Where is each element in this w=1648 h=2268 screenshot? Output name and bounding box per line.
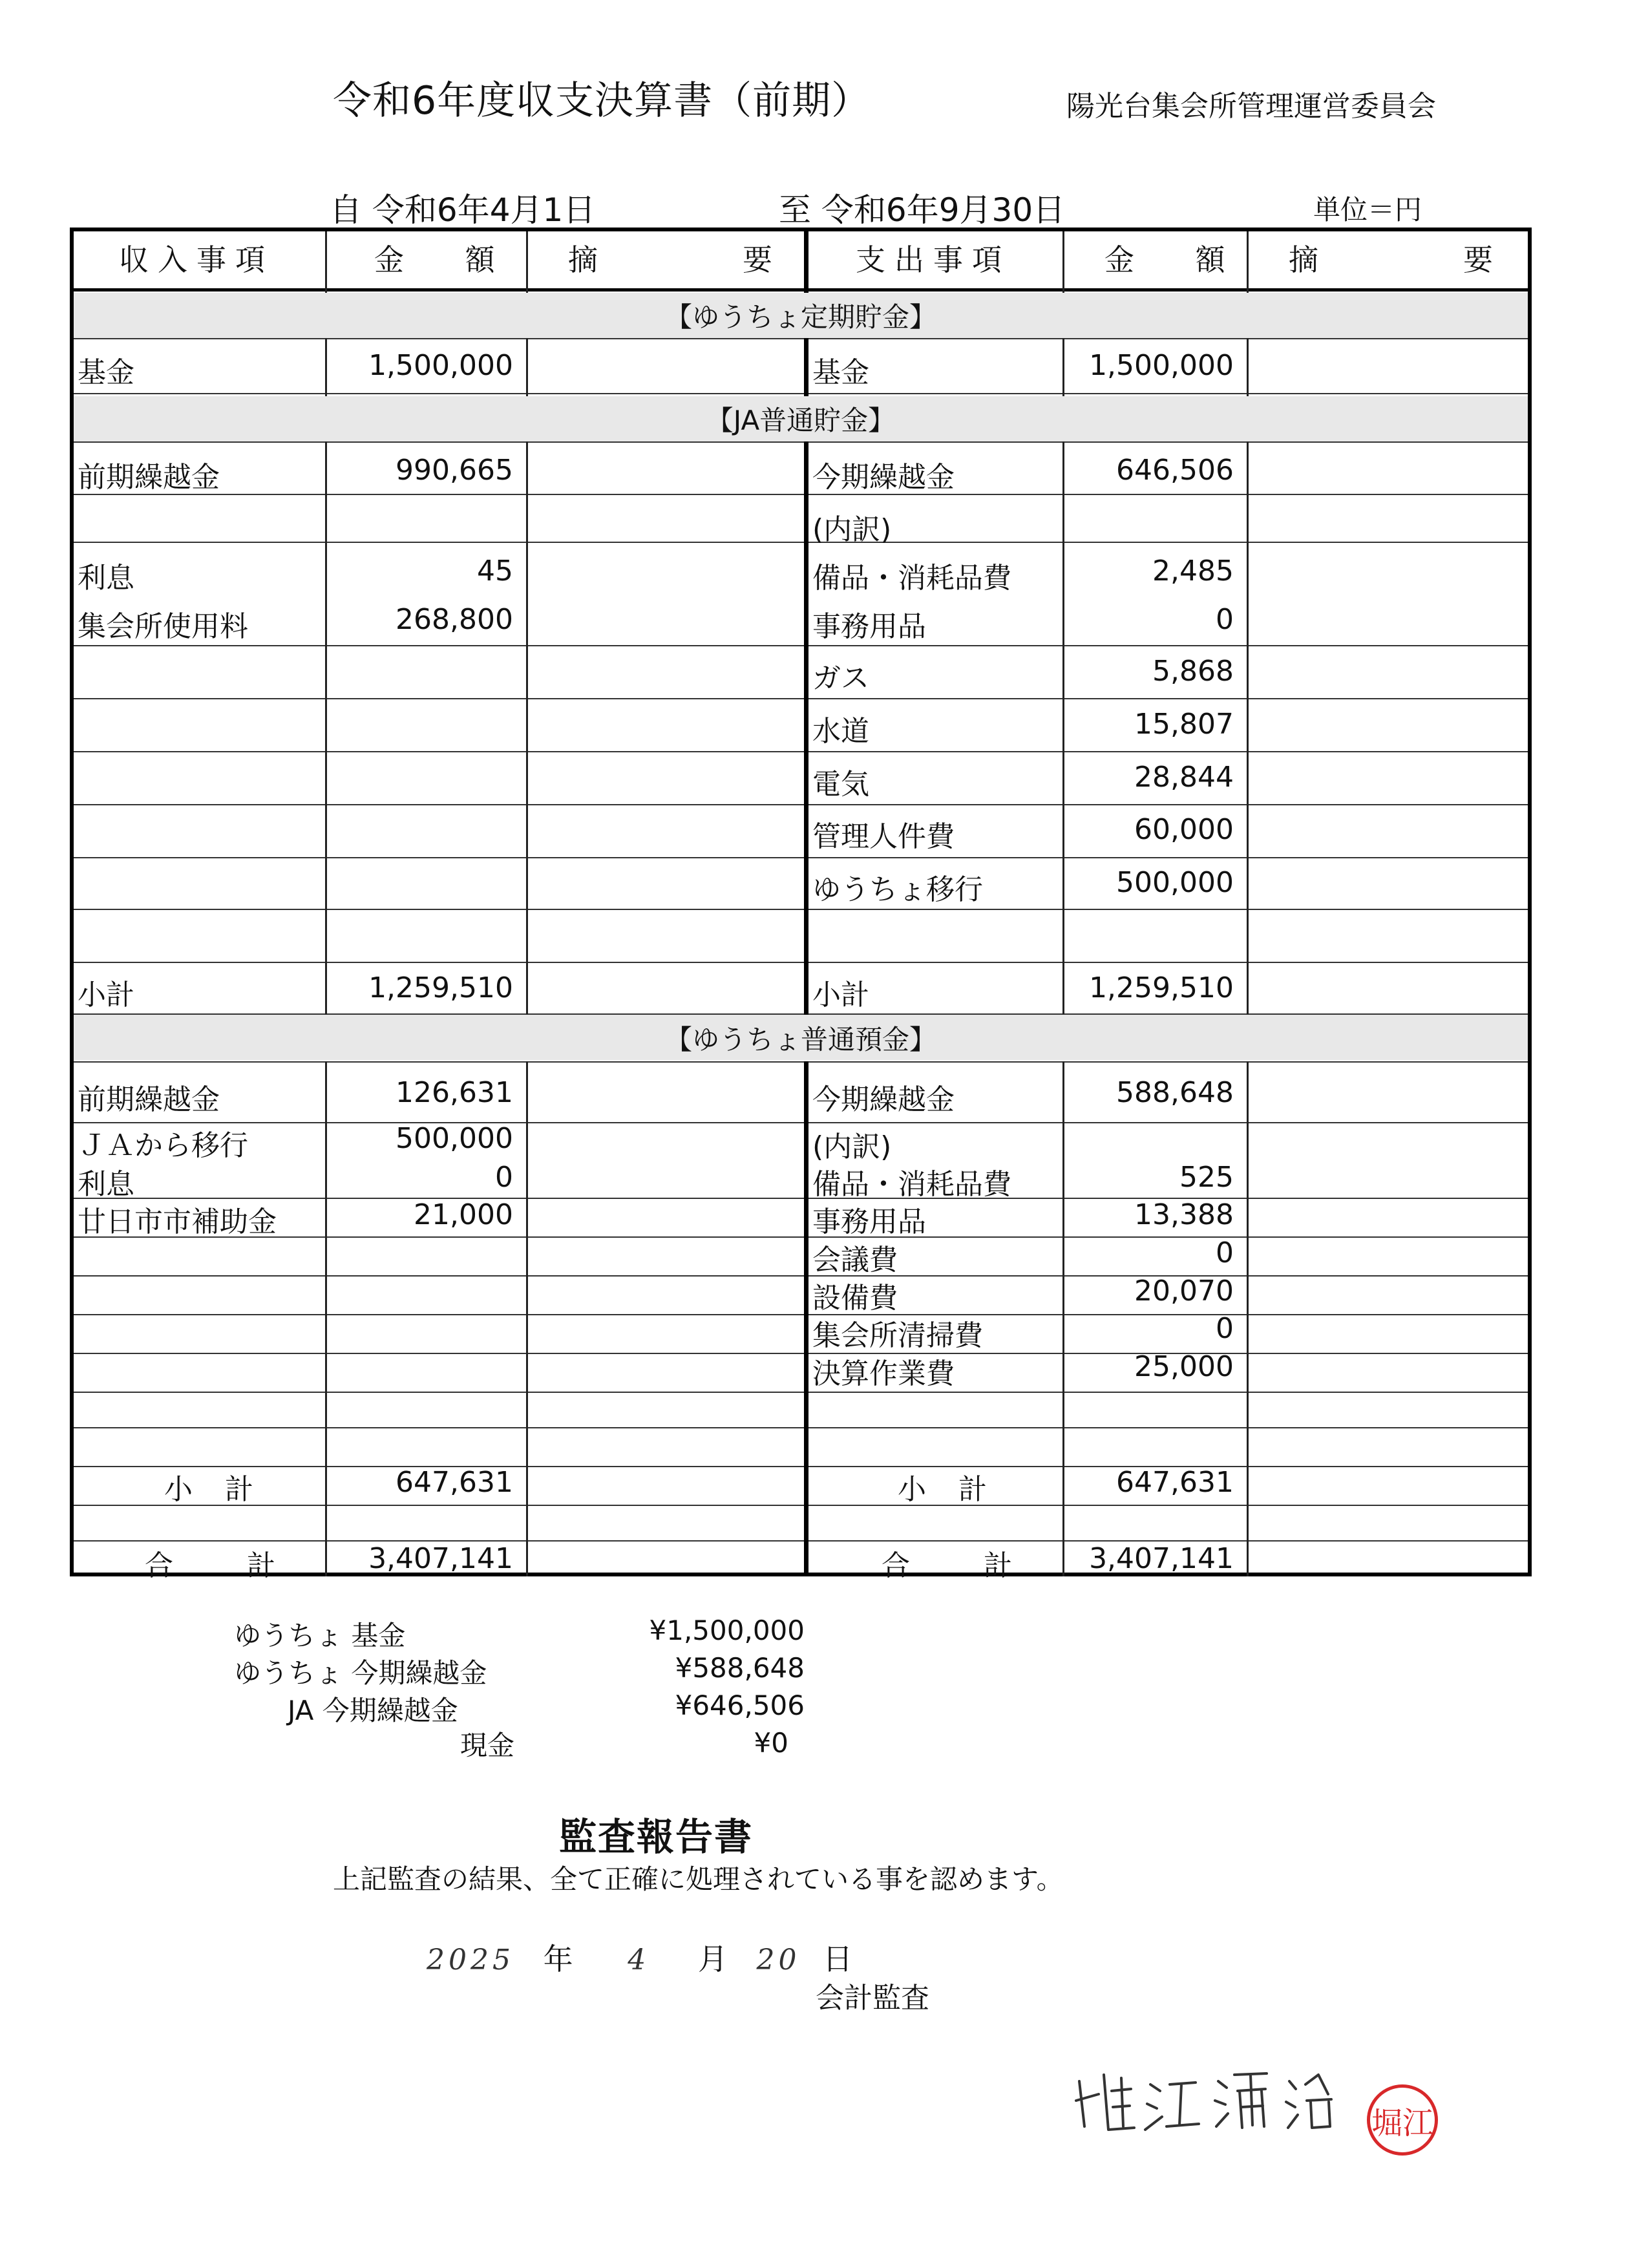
summary-label: JA 今期繰越金 [288,1695,458,1726]
expense-label: 今期繰越金 [812,461,955,494]
header-income-note: 摘 [568,242,607,277]
audit-day-handwritten: 20 [756,1944,801,1977]
row-rule [74,804,1528,805]
expense-amount: 646,506 [1116,454,1234,487]
expense-label: 設備費 [812,1282,898,1315]
expense-amount: 25,000 [1134,1350,1234,1383]
col-rule [1062,1061,1064,1576]
expense-label: 水道 [812,715,869,748]
col-rule [1062,338,1064,396]
income-amount: 45 [477,555,513,588]
row-rule [74,1013,1528,1015]
col-rule [526,338,528,396]
center-divider [804,231,808,293]
audit-report-title: 監査報告書 [559,1815,754,1859]
expense-subtotal: 1,259,510 [1089,971,1234,1004]
row-rule [74,1236,1528,1238]
summary-label: 現金 [460,1730,515,1761]
income-amount: 126,631 [396,1076,513,1109]
expense-total: 3,407,141 [1089,1542,1234,1575]
expense-label: 電気 [812,768,869,801]
expense-amount: 0 [1216,1236,1234,1269]
header-expense-note-2: 要 [1463,242,1502,277]
section-label-yucho: 【ゆうちょ普通預金】 [664,1024,936,1055]
expense-amount: 525 [1179,1161,1234,1194]
audit-date [427,1936,852,1978]
center-divider [804,338,808,396]
income-total: 3,407,141 [368,1542,513,1575]
header-expense-item: 支出事項 [856,242,1011,277]
income-label: 前期繰越金 [78,1083,220,1116]
row-rule [74,962,1528,963]
expense-amount: 1,500,000 [1089,349,1234,382]
expense-amount: 5,868 [1152,655,1234,688]
subtotal-label: 小 計 [164,1473,265,1506]
summary-value: ¥646,506 [675,1690,805,1721]
income-amount: 21,000 [414,1198,513,1231]
summary-value: ¥1,500,000 [649,1615,805,1646]
row-rule [74,393,1528,394]
header-expense-amount: 金 額 [1104,242,1251,277]
income-amount: 500,000 [396,1122,513,1155]
income-subtotal: 647,631 [396,1466,513,1499]
expense-label: (内訳) [812,513,892,546]
signature-drawing [1073,2055,1357,2139]
center-divider [804,1061,808,1576]
expense-label: 事務用品 [812,610,926,643]
row-rule [74,1275,1528,1277]
unit-label: 単位＝円 [1313,194,1422,226]
subtotal-label: 小計 [78,979,134,1012]
summary-label: ゆうちょ 今期繰越金 [234,1657,487,1689]
organization-name: 陽光台集会所管理運営委員会 [1066,90,1436,123]
audit-year-label: 年 [543,1942,573,1977]
expense-label: 事務用品 [812,1205,926,1238]
center-divider [804,441,808,1015]
auditor-seal: 堀江 [1367,2084,1438,2156]
row-rule [74,1353,1528,1354]
income-label: 集会所使用料 [78,610,248,643]
row-rule [74,751,1528,752]
income-amount: 1,500,000 [368,349,513,382]
col-rule [325,338,327,396]
row-rule [74,1540,1528,1542]
income-label: 前期繰越金 [78,461,220,494]
header-income-note-2: 要 [743,242,781,277]
subtotal-label: 小 計 [898,1473,998,1506]
col-rule [1247,441,1249,1015]
expense-amount: 0 [1216,603,1234,636]
expense-amount: 28,844 [1134,761,1234,794]
expense-amount: 20,070 [1134,1275,1234,1308]
period-from: 自 令和6年4月1日 [330,191,596,229]
expense-label: 今期繰越金 [812,1083,955,1116]
expense-label: 集会所清掃費 [812,1319,983,1352]
col-rule [526,441,528,1015]
row-rule [74,1122,1528,1123]
income-label: ＪＡから移行 [78,1129,248,1162]
total-label: 合 計 [145,1549,308,1582]
row-rule [74,441,1528,443]
row-rule [74,1466,1528,1467]
expense-amount: 2,485 [1152,555,1234,588]
header-rule [74,288,1528,291]
subtotal-label: 小計 [812,979,869,1012]
row-rule [74,645,1528,646]
summary-value: ¥0 [754,1727,788,1759]
auditor-signature [1073,2055,1357,2142]
row-rule [74,1061,1528,1063]
income-amount: 268,800 [396,603,513,636]
col-rule [325,1061,327,1576]
summary-label: ゆうちょ 基金 [234,1620,406,1651]
expense-label: (内訳) [812,1130,892,1163]
total-label: 合 計 [882,1549,1044,1582]
row-rule [74,1392,1528,1393]
row-rule [74,338,1528,339]
col-rule [325,441,327,1015]
header-income-item: 収入事項 [119,242,274,277]
expense-amount: 13,388 [1134,1198,1234,1231]
header-income-amount: 金 額 [374,242,521,277]
col-rule [325,231,327,293]
expense-amount: 0 [1216,1312,1234,1345]
row-rule [74,1505,1528,1506]
expense-label: 基金 [812,356,869,389]
row-rule [74,698,1528,699]
expense-label: 管理人件費 [812,820,955,853]
income-label: 利息 [78,562,134,595]
row-rule [74,494,1528,495]
row-rule [74,542,1528,543]
row-rule [74,1198,1528,1199]
row-rule [74,1427,1528,1428]
income-amount: 990,665 [396,454,513,487]
document-title: 令和6年度収支決算書（前期） [333,78,871,123]
expense-label: 決算作業費 [812,1357,955,1390]
section-label-teiki: 【ゆうちょ定期貯金】 [664,301,936,333]
expense-amount: 588,648 [1116,1076,1234,1109]
audit-month-handwritten: 4 [628,1944,650,1977]
expense-label: 会議費 [812,1244,898,1277]
section-label-ja: 【JA普通貯金】 [706,405,896,436]
expense-label: ゆうちょ移行 [812,873,983,906]
income-label: 利息 [78,1168,134,1201]
col-rule [526,1061,528,1576]
row-rule [74,857,1528,858]
col-rule [1247,1061,1249,1576]
col-rule [526,231,528,293]
col-rule [1062,441,1064,1015]
col-rule [1062,231,1064,293]
period-to: 至 令和6年9月30日 [779,191,1066,229]
expense-label: 備品・消耗品費 [812,1168,1011,1201]
expense-label: ガス [812,662,869,695]
summary-value: ¥588,648 [675,1652,805,1684]
audit-day-label: 日 [823,1942,853,1977]
expense-amount: 15,807 [1134,708,1234,741]
income-label: 廿日市市補助金 [78,1205,277,1238]
income-amount: 0 [495,1161,513,1194]
auditor-role: 会計監査 [816,1982,929,2015]
income-label: 基金 [78,356,134,389]
expense-amount: 500,000 [1116,866,1234,899]
audit-statement: 上記監査の結果、全て正確に処理されている事を認めます。 [333,1863,1064,1895]
income-subtotal: 1,259,510 [368,971,513,1004]
header-expense-note: 摘 [1289,242,1327,277]
row-rule [74,1314,1528,1315]
ledger-table [70,228,1532,1582]
audit-year-handwritten: 2025 [427,1944,514,1977]
col-rule [1247,338,1249,396]
audit-month-label: 月 [697,1942,728,1977]
row-rule [74,909,1528,910]
expense-amount: 60,000 [1134,813,1234,846]
expense-label: 備品・消耗品費 [812,562,1011,595]
expense-subtotal: 647,631 [1116,1466,1234,1499]
